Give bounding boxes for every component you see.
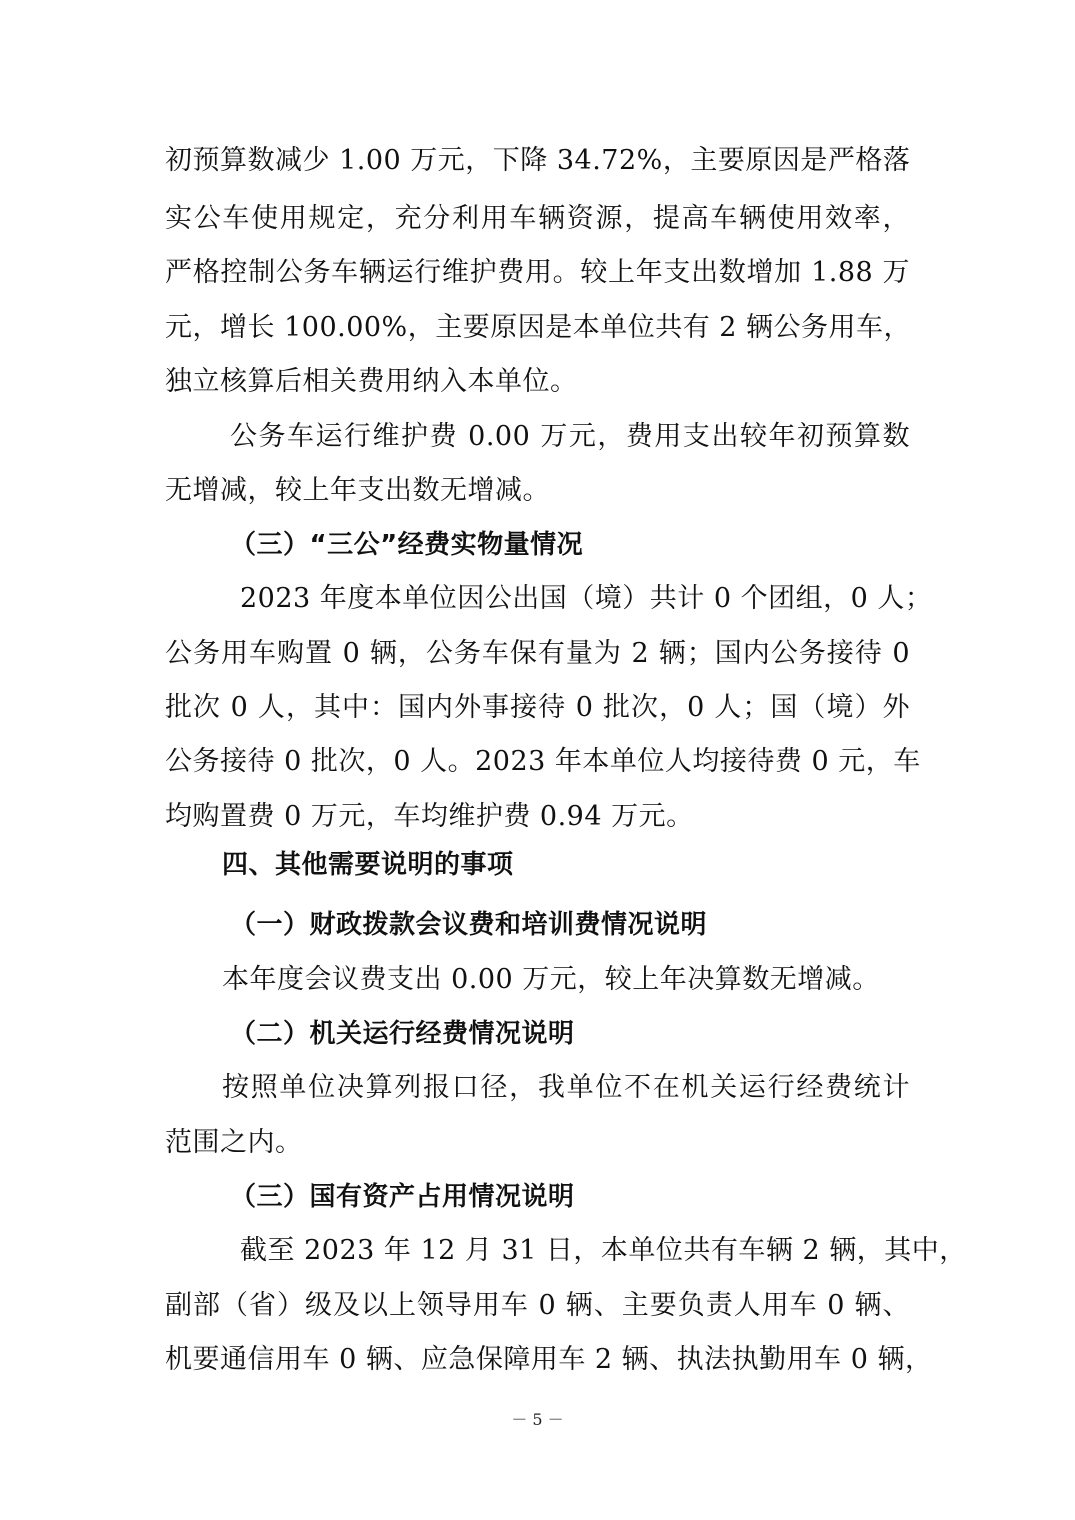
page-number: － 5 － [511,1410,564,1429]
body-text-line: 实公车使用规定，充分利用车辆资源，提高车辆使用效率， [165,203,910,234]
body-text-line: 批次 0 人，其中：国内外事接待 0 批次，0 人；国（境）外 [165,692,910,723]
section-heading: （三）国有资产占用情况说明 [230,1182,575,1212]
section-heading: 四、其他需要说明的事项 [222,850,514,880]
body-text-line: 无增减，较上年支出数无增减。 [165,475,550,506]
body-text-line: 公务用车购置 0 辆，公务车保有量为 2 辆；国内公务接待 0 [165,638,910,669]
body-text-line: 范围之内。 [165,1127,303,1158]
section-heading: （一）财政拨款会议费和培训费情况说明 [230,910,708,940]
body-text-line: 初预算数减少 1.00 万元，下降 34.72%，主要原因是严格落 [165,145,911,176]
body-text-line: 2023 年度本单位因公出国（境）共计 0 个团组，0 人； [240,583,933,614]
section-heading: （二）机关运行经费情况说明 [230,1019,575,1049]
body-text-line: 独立核算后相关费用纳入本单位。 [165,366,578,397]
body-text-line: 公务接待 0 批次，0 人。2023 年本单位人均接待费 0 元，车 [165,746,921,777]
body-text-line: 元，增长 100.00%，主要原因是本单位共有 2 辆公务用车， [165,312,912,343]
body-text-line: 截至 2023 年 12 月 31 日，本单位共有车辆 2 辆，其中， [240,1235,967,1266]
body-text-line: 机要通信用车 0 辆、应急保障用车 2 辆、执法执勤用车 0 辆， [165,1344,933,1375]
section-heading: （三）“三公”经费实物量情况 [230,530,584,560]
body-text-line: 严格控制公务车辆运行维护费用。较上年支出数增加 1.88 万 [165,257,910,288]
body-text-line: 按照单位决算列报口径，我单位不在机关运行经费统计 [222,1072,910,1103]
body-text-line: 副部（省）级及以上领导用车 0 辆、主要负责人用车 0 辆、 [165,1290,910,1321]
body-text-line: 均购置费 0 万元，车均维护费 0.94 万元。 [165,801,694,832]
body-text-line: 本年度会议费支出 0.00 万元，较上年决算数无增减。 [222,964,880,995]
body-text-line: 公务车运行维护费 0.00 万元，费用支出较年初预算数 [230,421,910,452]
